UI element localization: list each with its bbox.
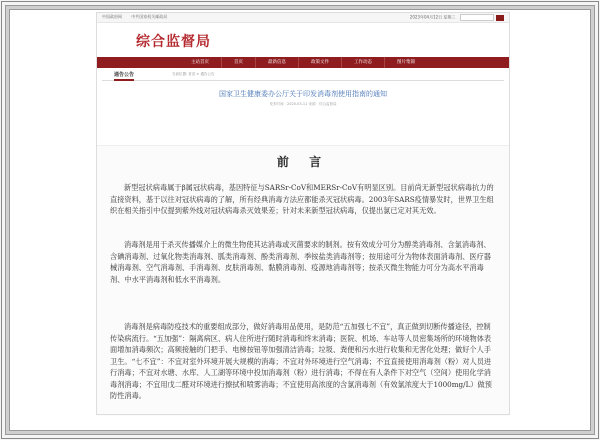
date-text: 2023年04月12日 星期三 <box>409 14 456 20</box>
main-nav <box>96 57 510 68</box>
gov-portal-link[interactable]: 中国政府网 <box>102 14 122 19</box>
masthead <box>96 23 510 57</box>
top-right <box>410 14 504 21</box>
search-input[interactable] <box>460 14 494 21</box>
document-scan <box>96 145 510 416</box>
nav-item-latest[interactable]: 最新信息 <box>256 57 299 68</box>
nav-item-work[interactable]: 工作动态 <box>342 57 385 68</box>
article-title: 国家卫生健康委办公厅关于印发消毒剂使用指南的通知 <box>219 90 387 98</box>
nav-item-home[interactable]: 首页 <box>222 57 256 68</box>
document-heading: 前 言 <box>276 155 330 169</box>
document-paragraph: 消毒剂是用于杀灭传播媒介上的微生物使其达消毒或灭菌要求的制剂。按有效成分可分为醇类消毒剂、含氯消毒剂、含碘消毒剂、过氧化物类消毒剂、胍类消毒剂、酚类消毒剂、季铵盐类消毒剂等；按用途可分为物体表面消毒剂、医疗器械消毒剂、空气消毒剂、手消毒剂、皮肤消毒剂、黏膜消毒剂、疫源地消毒剂等；按杀灭微生物能力可分为高水平消毒剂、中水平消毒剂和低水平消毒剂。 <box>110 240 491 284</box>
top-links <box>102 14 175 20</box>
document-paragraph: 新型冠状病毒属于β属冠状病毒，基因特征与SARSr-CoV和MERSr-CoV有明显区别。目前尚无新型冠状病毒抗力的直接资料，基于以往对冠状病毒的了解，所有经典消毒方法应都能杀灭冠状病毒。2003年SARS疫情暴发时，世界卫生组织在相关指引中仅提到紫外线对冠状病毒杀灭效果差；针对未来新型冠状病毒，仅提出氯已定对其无效。 <box>110 183 494 215</box>
section-label: 通告公告 <box>114 71 134 81</box>
nav-item-policy[interactable]: 政策文件 <box>299 57 342 68</box>
document-paragraph: 消毒剂是病毒防疫技术的重要组成部分，做好消毒用品使用，是防范“五加强七不宜”，真正做到切断传播途径，控制传染病流行。“五加强”：隔离病区、病人住所进行随时消毒和终末消毒；医院、机场、车站等人员密集场所的环境物体表面增加消毒频次；高频接触的门把手、电梯按钮等加强清洁消毒；垃圾、粪便和污水进行收集和无害化处理；做好个人手卫生。“七不宜”：不宜对室外环境开展大规模的消毒；不宜对外环境进行空气消毒；不宜直接使用消毒剂（粉）对人员进行消毒；不宜对水塘、水库、人工湖等环境中投加消毒剂（粉）进行消毒；不得在有人条件下对空气（空间）使用化学消毒剂消毒；不宜用戊二醛对环境进行擦拭和喷雾消毒；不宜使用高浓度的含氯消毒剂（有效氯浓度大于1000mg/L）做预防性消毒。 <box>110 322 492 400</box>
nav-item-gallery[interactable]: 图片集锦 <box>397 60 415 65</box>
top-utility-bar <box>96 12 510 23</box>
agency-link[interactable]: 中共国家机关邮政局 <box>131 14 168 19</box>
site-title: 综合监督局 <box>136 34 211 50</box>
search-button[interactable] <box>496 15 504 21</box>
breadcrumb-path[interactable]: 当前位置: 首页 > 通告公告 <box>172 72 215 76</box>
nav-item-main-home[interactable]: 主站首页 <box>179 57 222 68</box>
article-meta: 发布时间：2020-03-11 来源：综合监督局 <box>269 102 337 106</box>
breadcrumb <box>102 68 504 81</box>
